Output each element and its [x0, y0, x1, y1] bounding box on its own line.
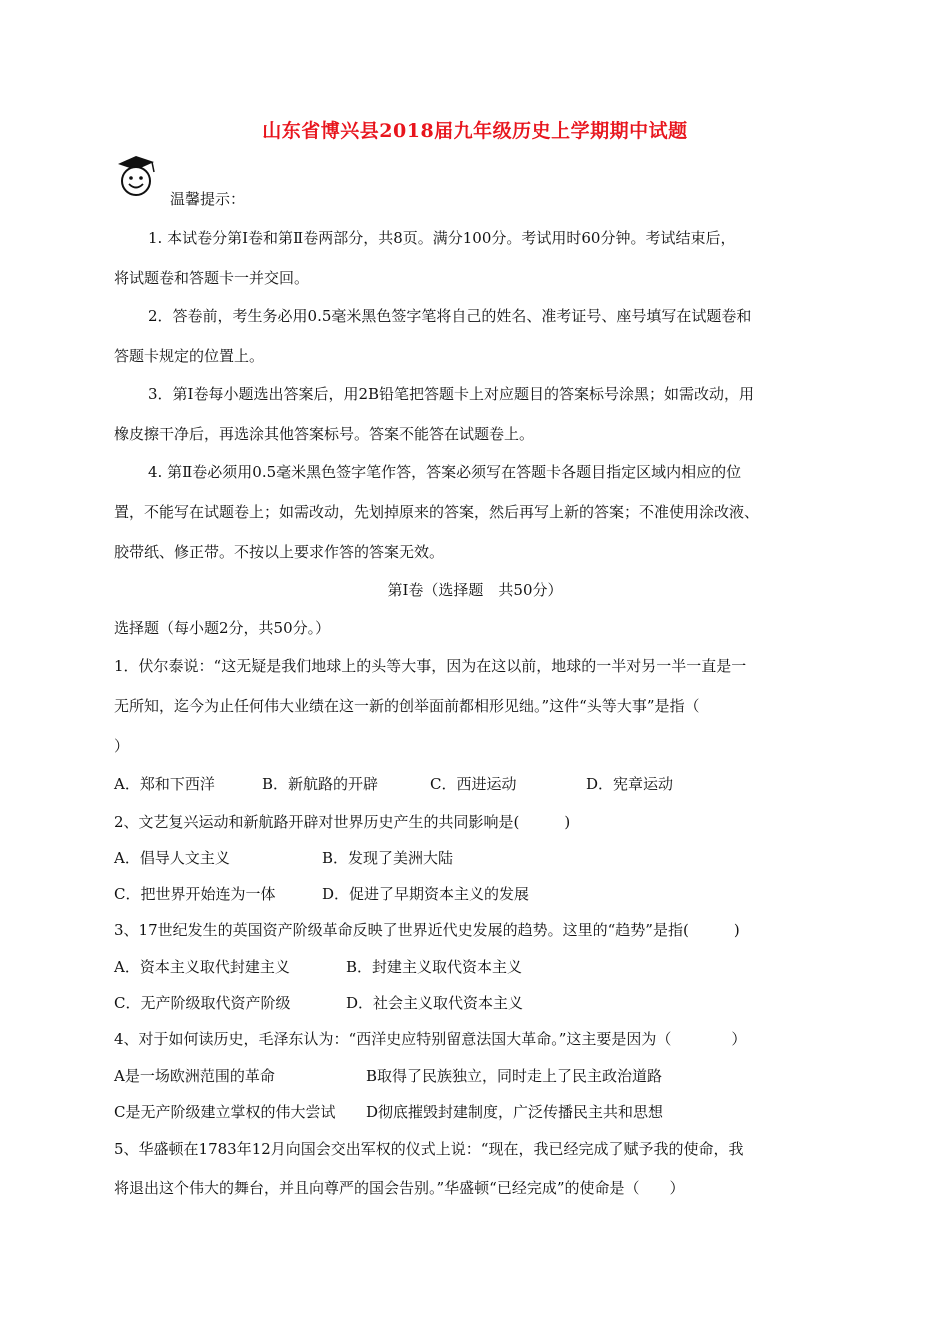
notice-line-5: 3．第Ⅰ卷每小题选出答案后，用2B铅笔把答题卡上对应题目的答案标号涂黑；如需改动，用 [148, 385, 755, 403]
q3-option-a: A．资本主义取代封建主义 [114, 958, 290, 976]
hint-label: 温馨提示： [170, 190, 246, 208]
q3-option-b: B．封建主义取代资本主义 [346, 958, 523, 976]
q1-stem-line-3: ） [114, 737, 130, 755]
q1-option-b: B．新航路的开辟 [262, 775, 379, 793]
q4-options-row-2 [114, 1102, 834, 1122]
q3-option-c: C．无产阶级取代资产阶级 [114, 994, 291, 1012]
q2-option-b: B．发现了美洲大陆 [322, 849, 454, 867]
q3-option-d: D．社会主义取代资本主义 [346, 994, 524, 1012]
q4-option-a: A是一场欧洲范围的革命 [114, 1067, 275, 1085]
q4-option-d: D彻底摧毁封建制度，广泛传播民主共和思想 [366, 1103, 664, 1121]
notice-line-8: 置，不能写在试题卷上；如需改动，先划掉原来的答案，然后再写上新的答案；不准使用涂改液、 [114, 503, 760, 521]
q5-stem-line-1: 5、华盛顿在1783年12月向国会交出军权的仪式上说：“现在，我已经完成了赋予我的使命，我 [114, 1140, 744, 1158]
q1-option-c: C．西进运动 [430, 775, 517, 793]
q2-option-c: C．把世界开始连为一体 [114, 885, 276, 903]
notice-line-9: 胶带纸、修正带。不按以上要求作答的答案无效。 [114, 543, 445, 561]
q4-options-row-1 [114, 1066, 834, 1086]
graduate-smiley-icon [112, 154, 160, 198]
section-instruction: 选择题（每小题2分，共50分。） [114, 619, 331, 637]
q3-options-row-2 [114, 993, 814, 1013]
q2-option-d: D．促进了早期资本主义的发展 [322, 885, 530, 903]
q2-option-a: A．倡导人文主义 [114, 849, 230, 867]
section-title: 第Ⅰ卷（选择题 共50分） [387, 581, 563, 599]
q5-stem-line-2: 将退出这个伟大的舞台，并且向尊严的国会告别。”华盛顿“已经完成”的使命是（ ） [114, 1179, 685, 1197]
notice-line-3: 2．答卷前，考生务必用0.5毫米黑色签字笔将自己的姓名、准考证号、座号填写在试题卷和 [148, 307, 752, 325]
q2-options-row-2 [114, 884, 814, 904]
q1-stem-line-1: 1．伏尔泰说：“这无疑是我们地球上的头等大事，因为在这以前，地球的一半对另一半一直是一 [114, 657, 747, 675]
q1-stem-line-2: 无所知，迄今为止任何伟大业绩在这一新的创举面前都相形见绌。”这件“头等大事”是指（ [114, 697, 700, 715]
q4-option-b: B取得了民族独立，同时走上了民主政治道路 [366, 1067, 663, 1085]
q3-options-row-1 [114, 957, 814, 977]
notice-line-7: 4. 第Ⅱ卷必须用0.5毫米黑色签字笔作答，答案必须写在答题卡各题目指定区域内相应的位 [148, 463, 742, 481]
notice-line-1: 1. 本试卷分第Ⅰ卷和第Ⅱ卷两部分，共8页。满分100分。考试用时60分钟。考试结束后， [148, 229, 736, 247]
notice-line-2: 将试题卷和答题卡一并交回。 [114, 269, 310, 287]
q2-options-row-1 [114, 848, 814, 868]
notice-line-6: 橡皮擦干净后，再选涂其他答案标号。答案不能答在试题卷上。 [114, 425, 535, 443]
q1-option-a: A．郑和下西洋 [114, 775, 215, 793]
page-title: 山东省博兴县2018届九年级历史上学期期中试题 [262, 120, 688, 142]
q2-stem: 2、文艺复兴运动和新航路开辟对世界历史产生的共同影响是( ) [114, 813, 571, 831]
q4-option-c: C是无产阶级建立掌权的伟大尝试 [114, 1103, 336, 1121]
q1-options [114, 774, 814, 794]
q1-option-d: D．宪章运动 [586, 775, 674, 793]
q3-stem: 3、17世纪发生的英国资产阶级革命反映了世界近代史发展的趋势。这里的“趋势”是指( ) [114, 921, 740, 939]
q4-stem: 4、对于如何读历史，毛泽东认为：“西洋史应特别留意法国大革命。”这主要是因为（ ） [114, 1030, 747, 1048]
notice-line-4: 答题卡规定的位置上。 [114, 347, 265, 365]
